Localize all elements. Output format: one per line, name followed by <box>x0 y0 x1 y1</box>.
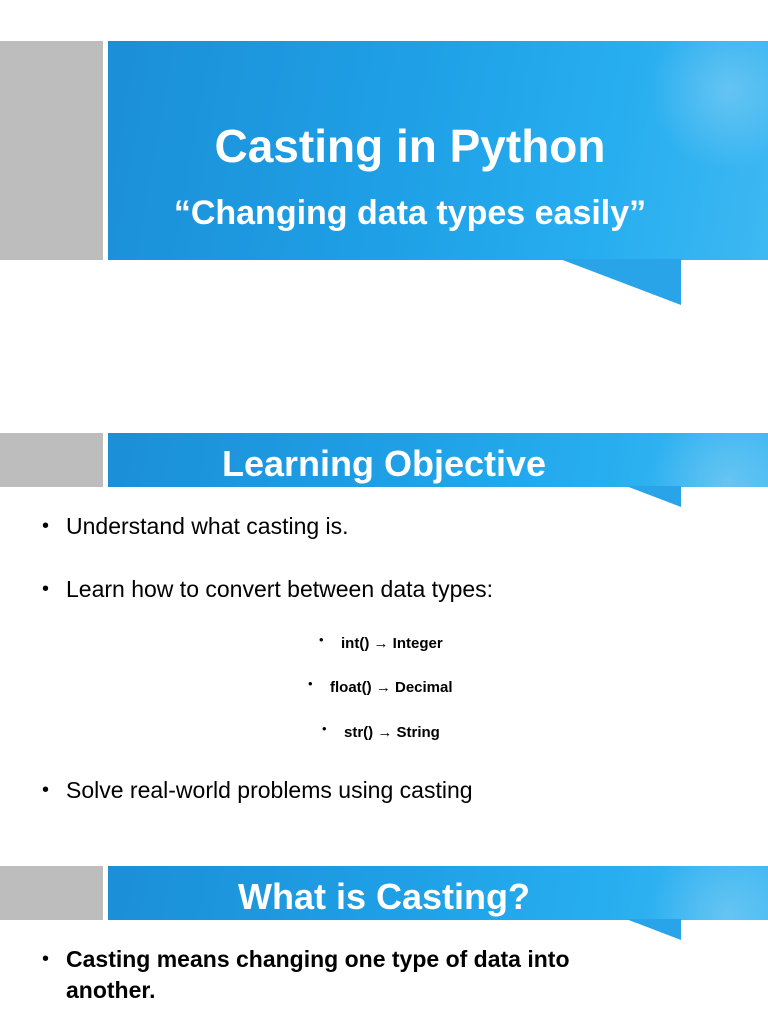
slide1-gray-bar <box>0 41 103 260</box>
sub-list-item: • str() → String <box>322 721 440 741</box>
slide3-banner-tail <box>626 919 681 941</box>
bullet-dot: • <box>42 779 50 801</box>
sub-list-item: • float() → Decimal <box>308 676 453 696</box>
slide2-gray-bar <box>0 433 103 487</box>
bullet-dot: • <box>42 515 50 537</box>
list-item: • Casting means changing one type of data into another. <box>42 946 570 1003</box>
slide1-subtitle: “Changing data types easily” <box>173 194 647 232</box>
list-item: • Solve real-world problems using casting <box>42 775 738 806</box>
bullet-dot: • <box>42 948 50 970</box>
slide3-gray-bar <box>0 866 103 920</box>
slide2-title: Learning Objective <box>221 443 547 484</box>
bullet-dot: • <box>319 632 324 647</box>
list-item: • Understand what casting is. <box>42 511 738 542</box>
slide3-banner <box>108 866 768 920</box>
slide2-banner-tail <box>626 486 681 508</box>
sub-list-item: • int() → Integer <box>319 632 443 652</box>
slide2-banner <box>108 433 768 487</box>
slide3-title: What is Casting? <box>237 876 530 917</box>
slide1-banner <box>108 41 768 260</box>
slide1-banner-tail <box>560 259 681 306</box>
bullet-dot: • <box>322 721 327 736</box>
bullet-dot: • <box>308 676 313 691</box>
list-item: • Learn how to convert between data types: <box>42 574 738 605</box>
slide1-title: Casting in Python <box>214 120 606 172</box>
bullet-dot: • <box>42 578 50 600</box>
